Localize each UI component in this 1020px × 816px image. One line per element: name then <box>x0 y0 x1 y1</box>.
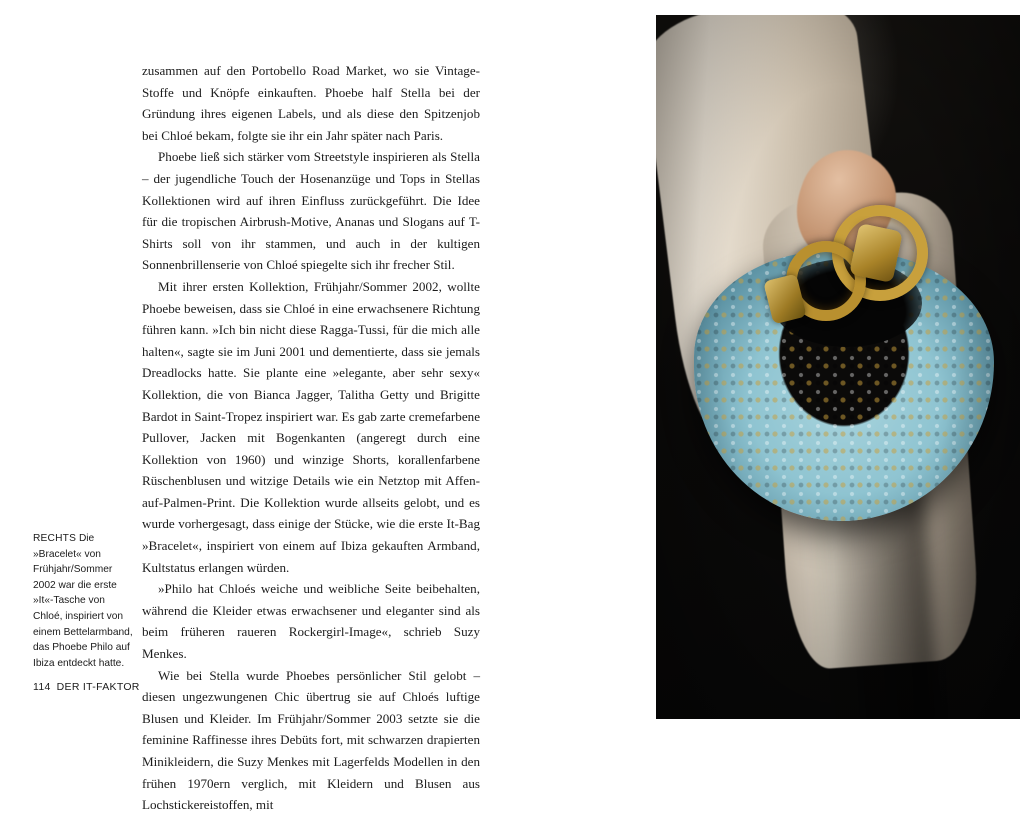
caption-text: Die »Bracelet« von Frühjahr/Sommer 2002 war die erste »It«-Tasche von Chloé, inspiriert von einem Bettelarmband, das Phoebe Philo auf Ibiza entdeckt hatte. <box>33 533 133 669</box>
caption-lead-label: RECHTS <box>33 533 77 544</box>
margin-caption <box>33 531 137 671</box>
page-folio <box>33 681 140 693</box>
body-text-column <box>142 60 480 816</box>
photo-background <box>656 15 1020 719</box>
body-paragraph: zusammen auf den Portobello Road Market, wo sie Vintage-Stoffe und Knöpfe einkauften. Phoebe half Stella bei der Gründung ihres eigenen Labels, und als diese den Spitzenjob bei Chloé bekam, folgte sie ihr ein Jahr später nach Paris. <box>142 63 480 143</box>
body-paragraph: »Philo hat Chloés weiche und weibliche Seite beibehalten, während die Kleider etwas erwachsener und eleganter sind als beim früheren raueren Rockergirl-Image«, schrieb Suzy Menkes. <box>142 581 480 662</box>
body-paragraph: Mit ihrer ersten Kollektion, Frühjahr/Sommer 2002, wollte Phoebe beweisen, dass sie Chloé in eine erwachsenere Richtung führen kann. »Ich bin nicht diese Ragga-Tussi, für die mich alle halten«, sagte sie im Juni 2001 und dementierte, dass sie jemals Dreadlocks hatte. Sie plante eine »elegante, aber sehr sexy« Kollektion, die von Bianca Jagger, Talitha Getty und Brigitte Bardot in Saint-Tropez inspiriert war. Es gab zarte cremefarbene Pullover, Jacken mit Bogenkanten (angeregt durch eine Kollektion von 1960) und winzige Shorts, korallenfarbene Rüschenblusen und witzige Details wie ein Netztop mit Affen-auf-Palmen-Print. Die Kollektion wurde allseits gelobt, und es wurde vorhergesagt, dass einige der Stücke, wie die erste It-Bag »Bracelet«, inspiriert von einem auf Ibiza gekauften Armband, Kultstatus erlangen würden. <box>142 278 481 575</box>
body-paragraph: Wie bei Stella wurde Phoebes persönlicher Stil gelobt – diesen ungezwungenen Chic übertrug sie auf Chloés luftige Blusen und Kleider. Im Frühjahr/Sommer 2003 setzte sie die feminine Raffinesse ihres Debüts fort, mit schwarzen drapierten Minikleidern, die Suzy Menkes mit Lagerfelds Modellen in den frühen 1970ern verglich, mit Kleidern und Blusen aus Lochstickereistoffen, mit <box>142 667 480 813</box>
folio-number: 114 <box>33 681 51 693</box>
body-paragraph: Phoebe ließ sich stärker vom Streetstyle inspirieren als Stella – der jugendliche Touch der Hosenanzüge und Tops in Stellas Kollektionen wird auf ihren Einfluss zurückgeführt. Die Idee für die tropischen Airbrush-Motive, Ananas und Slogans auf T-Shirts soll von ihr stammen, und auch in der kultigen Sonnenbrillenserie von Chloé spiegelte sich ihr frecher Stil. <box>142 149 480 273</box>
folio-title: DER IT-FAKTOR <box>56 681 140 693</box>
bag-photograph <box>656 15 1020 719</box>
